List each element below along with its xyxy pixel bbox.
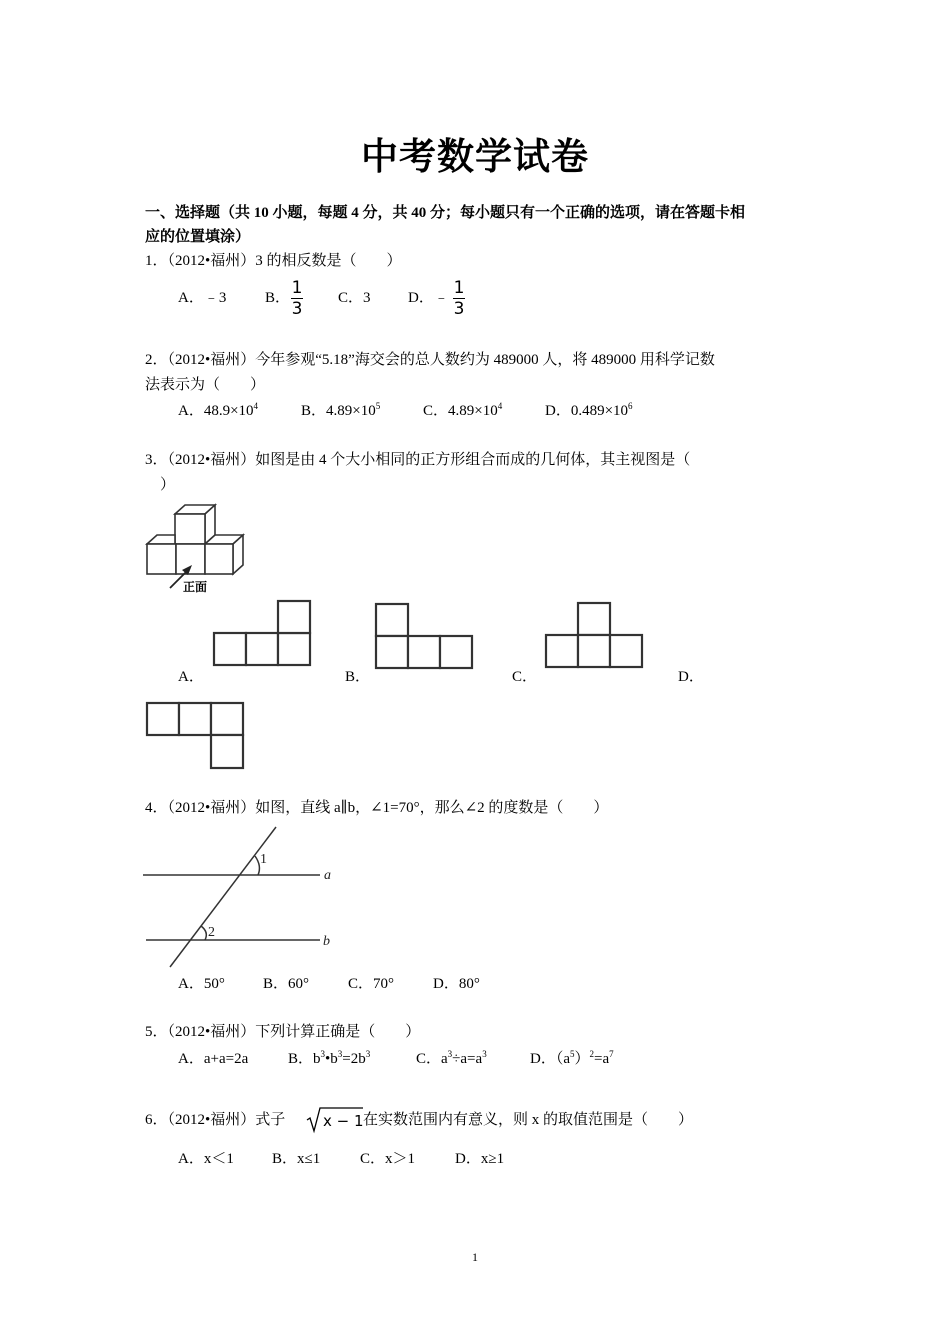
q1-d-denominator: 3 <box>453 299 465 319</box>
q3-option-b: B． <box>345 669 371 685</box>
q4-option-d: D．80° <box>433 976 480 992</box>
angle1-arc <box>255 856 259 875</box>
section-heading-line1: 一、选择题（共 10 小题，每题 4 分，共 40 分；每小题只有一个正确的选项，请在答题卡相 <box>145 205 746 221</box>
front-label: 正面 <box>183 580 208 594</box>
q2-stem-line1: 2．（2012•福州）今年参观“5.18”海交会的总人数约为 489000 人，将 489000 用科学记数 <box>145 352 715 368</box>
q2-option-a: A．$48.9\times 10^4$ <box>178 401 259 419</box>
q1-b-numerator: 1 <box>291 278 303 298</box>
q6-option-d: D．x≥1 <box>455 1151 505 1167</box>
q1-option-c: C．3 <box>338 290 371 306</box>
q5-option-a: A．a+a=2a <box>178 1051 249 1067</box>
q1-b-denominator: 3 <box>291 299 303 319</box>
angle2-arc <box>201 926 206 940</box>
q4-option-a: A．50° <box>178 976 225 992</box>
q3-stem-line2: ） <box>160 477 176 493</box>
angle2-label: 2 <box>208 925 215 940</box>
q1-option-b-label: B． <box>265 290 291 306</box>
q6-option-b: B．x≤1 <box>272 1151 321 1167</box>
q1-option-d-fraction <box>453 279 465 318</box>
q3-figure-a <box>211 598 313 668</box>
page-number: 1 <box>472 1250 478 1264</box>
line-b-label: b <box>323 934 330 949</box>
q2-option-b: B．$4.89\times 10^5$ <box>301 401 381 419</box>
q2-stem-line2: 法表示为（ ） <box>145 377 266 393</box>
q6-option-a: A．x＜1 <box>178 1151 234 1167</box>
q4-option-b: B．60° <box>263 976 310 992</box>
q1-option-b-fraction <box>291 279 303 318</box>
q6-option-c: C．x＞1 <box>360 1151 416 1167</box>
q3-solid-figure <box>140 502 250 594</box>
q3-option-a: A． <box>178 669 204 685</box>
q1-d-numerator: 1 <box>453 278 465 298</box>
q3-option-d: D． <box>678 669 704 685</box>
q1-stem: 1．（2012•福州）3 的相反数是（ ） <box>145 253 402 269</box>
q2-option-d: D．$0.489\times 10^6$ <box>545 401 633 419</box>
line-a-label: a <box>324 868 331 883</box>
q4-stem: 4．（2012•福州）如图，直线 a∥b，∠1=70°，那么∠2 的度数是（ ） <box>145 800 609 816</box>
q3-option-c: C． <box>512 669 538 685</box>
q5-option-b: B．$b^3•b^3=2b^3$ <box>288 1049 371 1067</box>
q4-option-c: C．70° <box>348 976 395 992</box>
q6-stem-prefix: 6．（2012•福州）式子 <box>145 1112 286 1128</box>
q6-sqrt-sign <box>305 1105 365 1135</box>
q3-figure-d <box>144 700 247 771</box>
page-title: 中考数学试卷 <box>361 135 589 178</box>
q5-option-c: C．$a^3\div a=a^3$ <box>416 1049 487 1067</box>
q4-parallel-lines-figure <box>140 822 345 972</box>
q5-stem: 5．（2012•福州）下列计算正确是（ ） <box>145 1024 421 1040</box>
angle1-label: 1 <box>260 852 267 867</box>
section-heading-line2: 应的位置填涂） <box>145 229 251 245</box>
q3-figure-b <box>373 601 476 671</box>
q5-option-d: D．$(a^5)^2=a^7$ <box>530 1049 614 1067</box>
q6-radicand: x − 1 <box>323 1112 364 1130</box>
q3-stem-line1: 3．（2012•福州）如图是由 4 个大小相同的正方形组合而成的几何体，其主视图是（ <box>145 452 691 468</box>
q3-figure-c <box>543 600 646 670</box>
q1-option-a: A．﹣3 <box>178 290 227 306</box>
q1-option-d-label: D．﹣ <box>408 290 449 306</box>
q2-option-c: C．$4.89\times 10^4$ <box>423 401 503 419</box>
transversal-line <box>170 827 276 967</box>
q6-stem-suffix: 在实数范围内有意义，则 x 的取值范围是（ ） <box>363 1112 694 1128</box>
